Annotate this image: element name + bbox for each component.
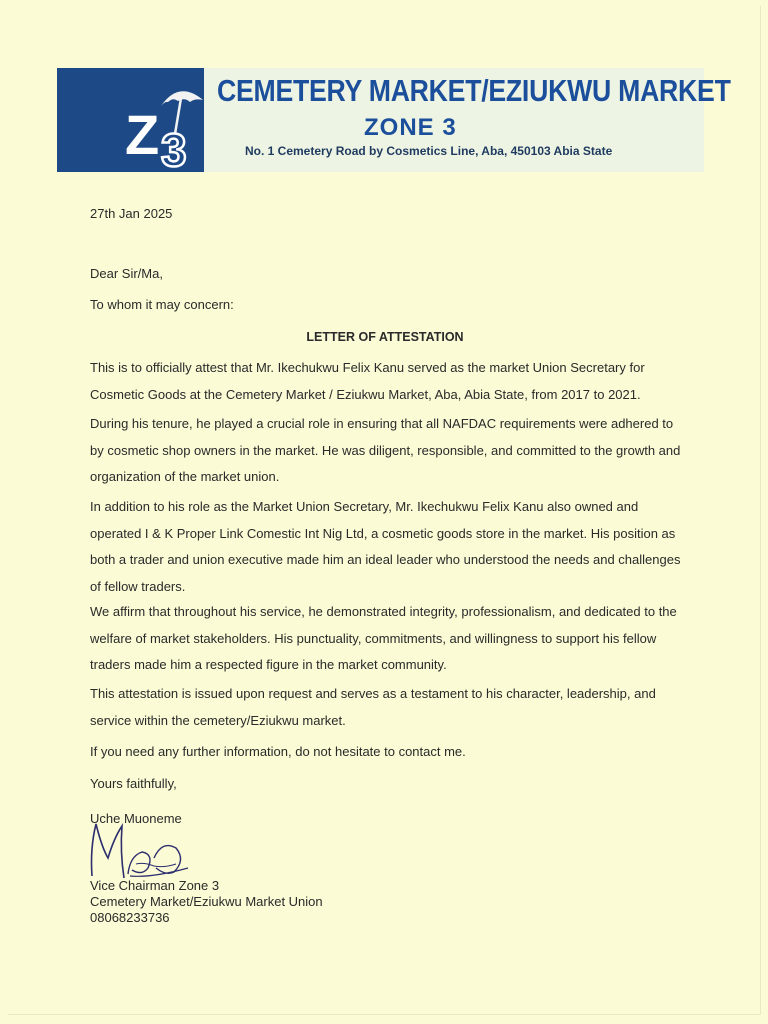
closing: Yours faithfully, bbox=[90, 776, 177, 791]
umbrella-z3-icon bbox=[57, 68, 204, 172]
letter-date: 27th Jan 2025 bbox=[90, 206, 173, 221]
paragraph-4: We affirm that throughout his service, he demonstrated integrity, professionalism, and dedicated to the welfare of market stakeholders. His punctuality, commitments, and willingness to support his fellow traders made him a respected figure in the market community. bbox=[90, 604, 677, 672]
paragraph-2: During his tenure, he played a crucial role in ensuring that all NAFDAC requirements were adhered to by cosmetic shop owners in the market. He was diligent, responsible, and committed to the growth and organization of the market union. bbox=[90, 416, 681, 484]
handwritten-signature bbox=[84, 818, 194, 886]
union-logo bbox=[57, 68, 204, 172]
paragraph-5: This attestation is issued upon request and serves as a testament to his character, leadership, and service within the cemetery/Eziukwu market. bbox=[90, 686, 656, 728]
signer-phone: 08068233736 bbox=[90, 910, 170, 925]
salutation: Dear Sir/Ma, bbox=[90, 266, 163, 281]
letter-title: LETTER OF ATTESTATION bbox=[306, 330, 464, 344]
signer-organization: Cemetery Market/Eziukwu Market Union bbox=[90, 894, 323, 909]
letterhead bbox=[57, 68, 731, 172]
signer-title: Vice Chairman Zone 3 bbox=[90, 878, 220, 893]
to-whom-line: To whom it may concern: bbox=[90, 297, 234, 312]
paragraph-1: This is to officially attest that Mr. Ikechukwu Felix Kanu served as the market Union Secretary for Cosmetic Goods at the Cemetery Market / Eziukwu Market, Aba, Abia State, from 2017 to 2021. bbox=[90, 360, 645, 402]
zone-label: ZONE 3 bbox=[364, 114, 457, 141]
market-address: No. 1 Cemetery Road by Cosmetics Line, Aba, 450103 Abia State bbox=[245, 144, 613, 158]
paragraph-6: If you need any further information, do not hesitate to contact me. bbox=[90, 744, 466, 759]
logo-lettering: Z bbox=[125, 103, 160, 166]
signer-name: Uche Muoneme bbox=[90, 811, 182, 826]
market-name: CEMETERY MARKET/EZIUKWU MARKET bbox=[217, 73, 731, 108]
svg-text:3: 3 bbox=[161, 124, 187, 172]
paragraph-3: In addition to his role as the Market Union Secretary, Mr. Ikechukwu Felix Kanu also owned and operated I & K Proper Link Comestic Int Nig Ltd, a cosmetic goods store in the market. His position as both a trader and union executive made him an ideal leader who understood the needs and challenges of fellow traders. bbox=[90, 499, 681, 594]
